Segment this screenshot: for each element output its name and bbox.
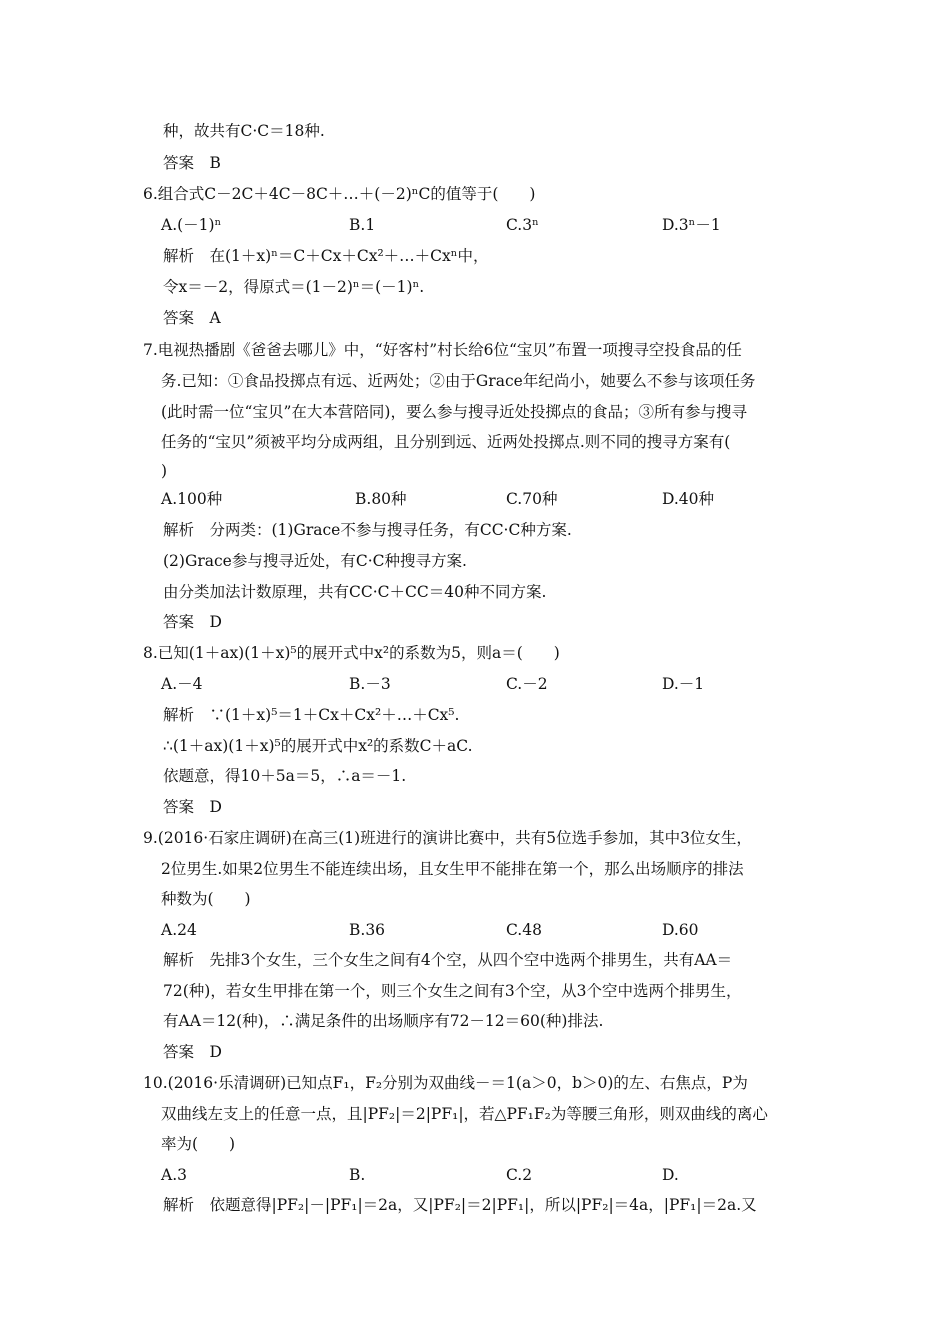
q6-option-b: B.1: [349, 216, 376, 234]
q10-option-b: B.: [349, 1166, 366, 1184]
q9-option-b: B.36: [349, 921, 386, 939]
question-8: 8.已知(1＋ax)(1＋x)⁵的展开式中x²的系数为5，则a＝( ): [143, 644, 560, 662]
question-7-line: 任务的“宝贝”须被平均分成两组，且分别到远、近两处投掷点.则不同的搜寻方案有(: [161, 433, 731, 451]
question-7-line: 务.已知：①食品投掷点有远、近两处；②由于Grace年纪尚小，她要么不参与该项任务: [161, 372, 756, 390]
answer-line: 答案 A: [163, 309, 221, 327]
question-7-line: ): [161, 462, 168, 480]
q6-option-d: D.3ⁿ－1: [662, 216, 721, 234]
question-10: 10.(2016·乐清调研)已知点F₁，F₂分别为双曲线－＝1(a＞0，b＞0)的左、右焦点，P为: [143, 1074, 748, 1092]
question-6: 6.组合式C－2C＋4C－8C＋…＋(－2)ⁿC的值等于( ): [143, 185, 536, 203]
solution-line: 解析 分两类：(1)Grace不参与搜寻任务，有CC·C种方案.: [163, 521, 572, 539]
solution-line: 解析 在(1＋x)ⁿ＝C＋Cx＋Cx²＋…＋Cxⁿ中，: [163, 247, 489, 265]
q10-option-c: C.2: [506, 1166, 533, 1184]
q7-option-c: C.70种: [506, 490, 558, 508]
solution-line: 72(种)，若女生甲排在第一个，则三个女生之间有3个空，从3个空中选两个排男生，: [163, 982, 742, 1000]
answer-line: 答案 D: [163, 798, 222, 816]
question-9: 9.(2016·石家庄调研)在高三(1)班进行的演讲比赛中，共有5位选手参加，其中3位女生，: [143, 829, 752, 847]
solution-line: 有AA＝12(种)，∴满足条件的出场顺序有72－12＝60(种)排法.: [163, 1012, 604, 1030]
solution-line: ∴(1＋ax)(1＋x)⁵的展开式中x²的系数C＋aC.: [163, 737, 473, 755]
solution-line: 解析 ∵(1＋x)⁵＝1＋Cx＋Cx²＋…＋Cx⁵.: [163, 706, 460, 724]
question-10-line: 双曲线左支上的任意一点，且|PF₂|＝2|PF₁|，若△PF₁F₂为等腰三角形，则双曲线的离心: [161, 1105, 768, 1123]
question-7: 7.电视热播剧《爸爸去哪儿》中，“好客村”村长给6位“宝贝”布置一项搜寻空投食品的任: [143, 341, 742, 359]
question-7-line: (此时需一位“宝贝”在大本营陪同)，要么参与搜寻近处投掷点的食品；③所有参与搜寻: [161, 403, 747, 421]
solution-line: 由分类加法计数原理，共有CC·C＋CC＝40种不同方案.: [163, 583, 547, 601]
answer-line: 答案 B: [163, 154, 221, 172]
answer-line: 答案 D: [163, 613, 222, 631]
text-line: 种，故共有C·C＝18种.: [163, 122, 325, 140]
q6-option-c: C.3ⁿ: [506, 216, 539, 234]
q9-option-d: D.60: [662, 921, 699, 939]
q8-option-b: B.－3: [349, 675, 391, 693]
solution-line: (2)Grace参与搜寻近处，有C·C种搜寻方案.: [163, 552, 467, 570]
answer-line: 答案 D: [163, 1043, 222, 1061]
solution-line: 解析 依题意得|PF₂|－|PF₁|＝2a，又|PF₂|＝2|PF₁|，所以|PF₂|＝4a，|PF₁|＝2a.又: [163, 1196, 757, 1214]
solution-line: 令x＝－2，得原式＝(1－2)ⁿ＝(－1)ⁿ.: [163, 278, 425, 296]
question-9-line: 2位男生.如果2位男生不能连续出场，且女生甲不能排在第一个，那么出场顺序的排法: [161, 860, 744, 878]
solution-line: 解析 先排3个女生，三个女生之间有4个空，从四个空中选两个排男生，共有AA＝: [163, 951, 733, 969]
q9-option-c: C.48: [506, 921, 542, 939]
q10-option-a: A.3: [161, 1166, 187, 1184]
q8-option-a: A.－4: [161, 675, 203, 693]
q8-option-d: D.－1: [662, 675, 705, 693]
q7-option-d: D.40种: [662, 490, 715, 508]
solution-line: 依题意，得10＋5a＝5，∴a＝－1.: [163, 767, 407, 785]
q10-option-d: D.: [662, 1166, 679, 1184]
q9-option-a: A.24: [161, 921, 197, 939]
q8-option-c: C.－2: [506, 675, 548, 693]
question-10-line: 率为( ): [161, 1135, 236, 1153]
question-9-line: 种数为( ): [161, 890, 251, 908]
q7-option-b: B.80种: [355, 490, 407, 508]
q7-option-a: A.100种: [161, 490, 223, 508]
q6-option-a: A.(－1)ⁿ: [161, 216, 222, 234]
